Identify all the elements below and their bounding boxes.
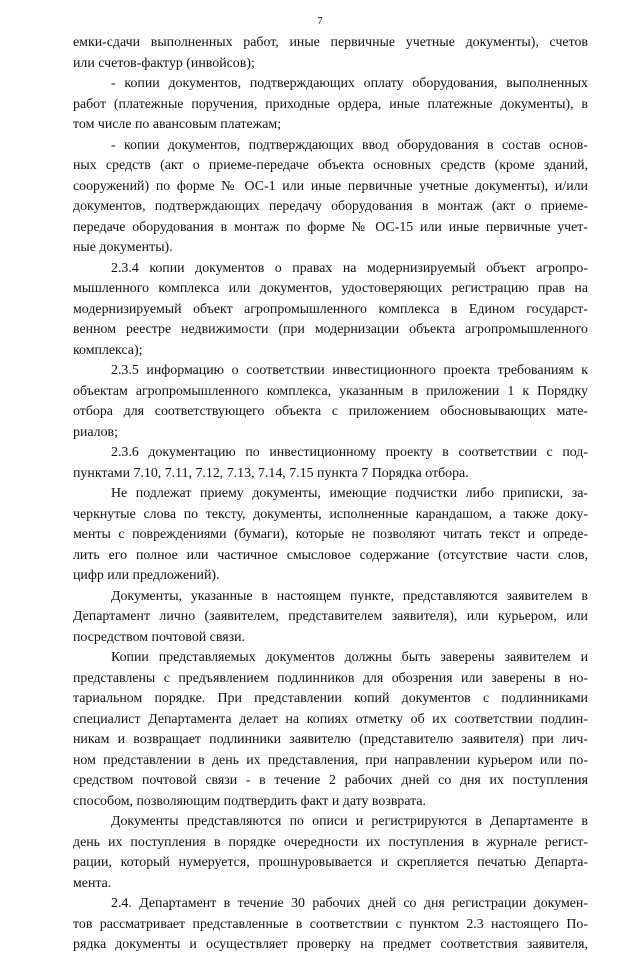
document-body [73, 33, 588, 956]
text-line: документов, подтверждающих передачу оборудования в монтаж (акт о приеме- [73, 199, 588, 214]
text-line: модернизируемый объект агропромышленного комплекса в Едином государст- [73, 301, 588, 317]
paragraph [73, 259, 588, 362]
text-line: посредством почтовой связи. [73, 629, 246, 645]
paragraph [73, 812, 588, 894]
text-line: отбора для соответствующего объекта с приложением обосновывающих мате- [73, 404, 588, 419]
text-line: средством почтовой связи - в течение 2 рабочих дней со дня их поступления [73, 773, 588, 788]
text-line: цифр или предложений). [73, 568, 220, 583]
text-line: тариальном порядке. При представлении копий документов с подлинниками [73, 691, 588, 706]
paragraph [73, 443, 588, 484]
text-line: Документы, указанные в настоящем пункте, представляются заявителем в [111, 588, 588, 604]
text-line: емки-сдачи выполненных работ, иные первичные учетные документы), счетов [73, 35, 588, 50]
text-line: Документы представляются по описи и регистрируются в Департаменте в [111, 814, 588, 829]
text-line: комплекса); [73, 342, 143, 358]
paragraph [73, 648, 588, 812]
text-line: том числе по авансовым платежам; [73, 117, 282, 132]
paragraph [73, 484, 588, 587]
text-line: объектам агропромышленного комплекса, указанным в приложении 1 к Порядку [73, 383, 588, 399]
text-line: Не подлежат приему документы, имеющие подчистки либо приписки, за- [111, 486, 588, 501]
text-line: тов рассматривает представленные в соответствии с пунктом 2.3 настоящего По- [73, 916, 588, 932]
text-line: 2.3.4 копии документов о правах на модернизируемый объект агропро- [111, 260, 588, 276]
text-line: Департамент лично (заявителем, представителем заявителя), или курьером, или [73, 609, 588, 624]
text-line: передаче оборудования в монтаж по форме № ОС-15 или иные первичные учет- [73, 219, 588, 235]
text-line: черкнутые слова по тексту, документы, исполненные карандашом, а также доку- [73, 506, 588, 522]
text-line: рядка документы и осуществляет проверку на предмет соответствия заявителя, [73, 937, 588, 952]
paragraph [73, 361, 588, 443]
text-line: - копии документов, подтверждающих ввод оборудования в состав основ- [111, 137, 588, 153]
text-line: или счетов-фактур (инвойсов); [73, 55, 255, 71]
text-line: рации, который нумеруется, прошнуровывается и скрепляется печатью Департа- [73, 855, 588, 870]
text-line: специалист Департамента делает на копиях отметку об их соответствии подлин- [73, 711, 588, 727]
text-line: венном реестре недвижимости (при модернизации объекта агропромышленного [73, 322, 588, 337]
paragraph [73, 136, 588, 259]
page-number: 7 [317, 15, 323, 27]
text-line: - копии документов, подтверждающих оплату оборудования, выполненных [111, 76, 588, 91]
text-line: никам и возвращает подлинники заявителю (представителю заявителя) при лич- [73, 732, 588, 747]
text-line: ном представлении в день их представления, при направлении курьером или по- [73, 752, 588, 768]
text-line: ных средств (акт о приеме-передаче объекта основных средств (кроме зданий, [73, 158, 588, 173]
paragraph [73, 74, 588, 136]
paragraph [73, 33, 588, 74]
text-line: работ (платежные поручения, приходные ордера, иные платежные документы), в [73, 96, 588, 112]
text-line: способом, позволяющим подтвердить факт и дату возврата. [73, 793, 427, 809]
text-line: сооружений) по форме № ОС-1 или иные первичные учетные документы), и/или [73, 178, 588, 194]
text-line: 2.4. Департамент в течение 30 рабочих дней со дня регистрации докумен- [111, 896, 588, 911]
text-line: риалов; [73, 424, 118, 440]
text-line: Копии представляемых документов должны быть заверены заявителем и [111, 650, 588, 665]
text-line: день их поступления в порядке очередности их поступления в журнале регист- [73, 834, 588, 850]
paragraph [73, 894, 588, 956]
paragraph [73, 587, 588, 649]
text-line: 2.3.5 информацию о соответствии инвестиционного проекта требованиям к [111, 363, 588, 378]
text-line: пунктами 7.10, 7.11, 7.12, 7.13, 7.14, 7.15 пункта 7 Порядка отбора. [73, 465, 469, 481]
text-line: мышленного комплекса или документов, удостоверяющих регистрацию прав на [73, 281, 588, 296]
text-line: 2.3.6 документацию по инвестиционному проекту в соответствии с под- [111, 445, 588, 460]
text-line: менты с повреждениями (бумаги), которые не позволяют читать текст и опреде- [73, 527, 588, 542]
text-line: представлены с предъявлением подлинников для обозрения или заверены в но- [73, 670, 588, 686]
text-line: лить его полное или частичное смысловое содержание (отсутствие части слов, [73, 547, 588, 563]
text-line: ные документы). [73, 240, 173, 255]
text-line: мента. [73, 875, 112, 891]
